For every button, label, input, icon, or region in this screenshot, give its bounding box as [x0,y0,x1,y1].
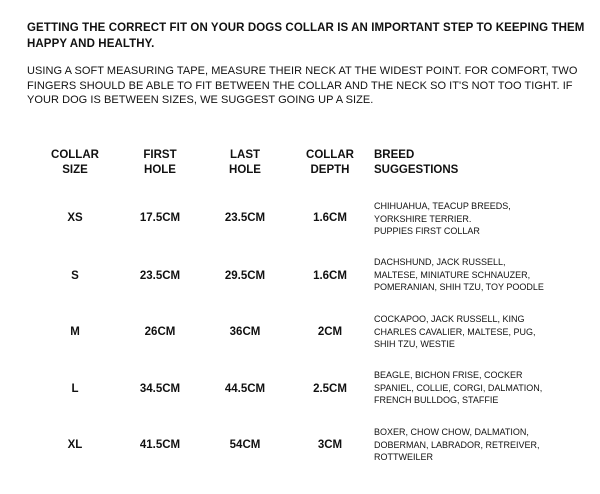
breed-cell [374,200,511,238]
breed-line: SHIH TZU, WESTIE [374,339,455,349]
breed-line: PUPPIES FIRST COLLAR [374,226,480,236]
header-last-hole [215,148,275,178]
last-hole-cell: 29.5CM [224,270,266,282]
breed-cell [374,313,536,351]
depth-cell: 2CM [317,326,343,338]
header-line: FIRST [143,149,177,161]
breed-line: BEAGLE, BICHON FRISE, COCKER [374,370,523,380]
header-line: HOLE [229,164,261,176]
breed-cell [374,426,540,464]
breed-line: DOBERMAN, LABRADOR, RETREIVER, [374,439,540,450]
depth-cell: 2.5CM [313,383,347,395]
breed-line: FRENCH BULLDOG, STAFFIE [374,395,499,405]
depth-cell: 3CM [317,439,343,451]
breed-line: BOXER, CHOW CHOW, DALMATION, [374,427,529,437]
intro-heading-line: GETTING THE CORRECT FIT ON YOUR DOGS COLLAR IS AN IMPORTANT STEP TO KEEPING THEM [27,22,585,34]
breed-line: POMERANIAN, SHIH TZU, TOY POODLE [374,282,544,292]
header-line: SIZE [62,164,88,176]
header-line: LAST [229,149,261,161]
header-line: HOLE [144,164,176,176]
size-cell: S [71,270,79,282]
size-cell: XS [67,212,83,224]
breed-line: ROTTWEILER [374,452,434,462]
header-collar-depth [298,148,362,178]
first-hole-cell: 41.5CM [139,439,181,451]
header-first-hole [130,148,190,178]
size-cell: XL [67,439,83,451]
first-hole-cell: 34.5CM [139,383,181,395]
size-cell: L [71,383,79,395]
header-line: SUGGESTIONS [374,164,459,176]
intro-body-line: YOUR DOG IS BETWEEN SIZES, WE SUGGEST GOING UP A SIZE. [27,94,374,106]
header-line: DEPTH [310,164,350,176]
last-hole-cell: 44.5CM [224,383,266,395]
first-hole-cell: 23.5CM [139,270,181,282]
intro-heading-line: HAPPY AND HEALTHY. [27,38,155,50]
first-hole-cell: 26CM [144,326,176,338]
last-hole-cell: 54CM [229,439,261,451]
breed-cell [374,369,542,407]
header-collar-size [44,148,106,178]
first-hole-cell: 17.5CM [139,212,181,224]
breed-line: DACHSHUND, JACK RUSSELL, [374,257,506,267]
breed-line: CHIHUAHUA, TEACUP BREEDS, [374,201,511,211]
last-hole-cell: 23.5CM [224,212,266,224]
breed-line: COCKAPOO, JACK RUSSELL, KING [374,314,525,324]
intro-body-line: USING A SOFT MEASURING TAPE, MEASURE THEIR NECK AT THE WIDEST POINT. FOR COMFORT, TWO [27,65,578,77]
depth-cell: 1.6CM [313,212,347,224]
header-line: COLLAR [306,149,354,161]
breed-line: YORKSHIRE TERRIER. [374,213,472,224]
header-breed-suggestions [374,148,494,178]
header-line: COLLAR [51,149,99,161]
header-line: BREED [374,149,415,161]
depth-cell: 1.6CM [313,270,347,282]
breed-line: SPANIEL, COLLIE, CORGI, DALMATION, [374,382,543,393]
breed-line: CHARLES CAVALIER, MALTESE, PUG, [374,326,536,337]
size-cell: M [70,326,80,338]
breed-line: MALTESE, MINIATURE SCHNAUZER, [374,269,531,280]
breed-cell [374,256,544,294]
last-hole-cell: 36CM [229,326,261,338]
intro-body-line: FINGERS SHOULD BE ABLE TO FIT BETWEEN THE COLLAR AND THE NECK SO IT'S NOT TOO TIGHT. IF [27,79,573,92]
